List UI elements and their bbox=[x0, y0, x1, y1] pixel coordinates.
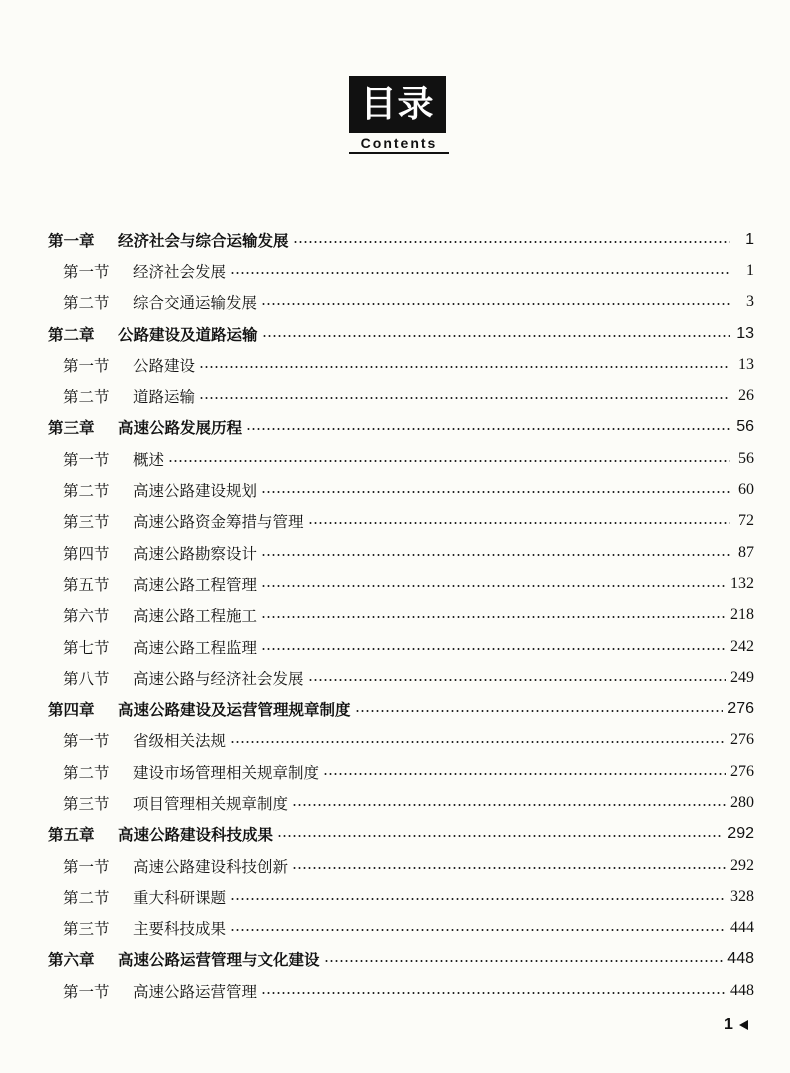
dot-leader bbox=[308, 672, 726, 684]
page-footer bbox=[724, 1016, 748, 1034]
subtitle-underline bbox=[349, 152, 449, 154]
toc-chapter-entry[interactable] bbox=[48, 224, 754, 255]
entry-page-number: 1 bbox=[746, 261, 754, 279]
entry-page-number: 72 bbox=[738, 512, 754, 530]
dot-leader bbox=[261, 578, 726, 590]
page-subtitle: Contents bbox=[360, 135, 438, 151]
entry-page-number: 280 bbox=[730, 793, 754, 811]
entry-label: 第一节 bbox=[63, 356, 110, 375]
table-of-contents bbox=[48, 224, 754, 1006]
toc-section-entry[interactable] bbox=[48, 568, 754, 599]
dot-leader bbox=[292, 797, 726, 809]
entry-label: 第二节 bbox=[63, 482, 110, 501]
dot-leader bbox=[277, 828, 723, 840]
entry-page-number: 448 bbox=[727, 950, 754, 968]
dot-leader bbox=[199, 359, 730, 371]
toc-section-entry[interactable] bbox=[48, 631, 754, 662]
entry-title: 高速公路运营管理与文化建设 bbox=[118, 951, 320, 970]
dot-leader bbox=[246, 421, 730, 433]
toc-section-entry[interactable] bbox=[48, 913, 754, 944]
entry-title: 高速公路工程监理 bbox=[133, 638, 258, 657]
entry-title: 经济社会与综合运输发展 bbox=[118, 231, 289, 250]
toc-section-entry[interactable] bbox=[48, 662, 754, 693]
toc-chapter-entry[interactable] bbox=[48, 944, 754, 975]
entry-title: 经济社会发展 bbox=[133, 262, 227, 281]
toc-section-entry[interactable] bbox=[48, 850, 754, 881]
entry-label: 第五章 bbox=[48, 826, 95, 845]
entry-label: 第一节 bbox=[63, 982, 110, 1001]
dot-leader bbox=[230, 265, 730, 277]
entry-title: 高速公路资金筹措与管理 bbox=[133, 513, 304, 532]
entry-page-number: 3 bbox=[746, 293, 754, 311]
toc-chapter-entry[interactable] bbox=[48, 819, 754, 850]
dot-leader bbox=[324, 953, 724, 965]
entry-page-number: 218 bbox=[730, 606, 754, 624]
dot-leader bbox=[168, 453, 730, 465]
entry-title: 道路运输 bbox=[133, 388, 196, 407]
entry-label: 第二节 bbox=[63, 388, 110, 407]
toc-chapter-entry[interactable] bbox=[48, 412, 754, 443]
left-arrow-icon bbox=[739, 1020, 748, 1030]
dot-leader bbox=[292, 860, 726, 872]
entry-title: 高速公路建设规划 bbox=[133, 482, 258, 501]
entry-label: 第七节 bbox=[63, 638, 110, 657]
toc-section-entry[interactable] bbox=[48, 287, 754, 318]
entry-label: 第五节 bbox=[63, 575, 110, 594]
dot-leader bbox=[355, 703, 724, 715]
entry-label: 第一节 bbox=[63, 450, 110, 469]
entry-label: 第三节 bbox=[63, 513, 110, 532]
dot-leader bbox=[230, 891, 726, 903]
entry-label: 第三节 bbox=[63, 794, 110, 813]
toc-section-entry[interactable] bbox=[48, 443, 754, 474]
entry-title: 高速公路工程管理 bbox=[133, 575, 258, 594]
dot-leader bbox=[293, 234, 730, 246]
toc-section-entry[interactable] bbox=[48, 600, 754, 631]
entry-page-number: 56 bbox=[738, 449, 754, 467]
dot-leader bbox=[323, 766, 726, 778]
entry-label: 第二节 bbox=[63, 888, 110, 907]
toc-chapter-entry[interactable] bbox=[48, 693, 754, 724]
dot-leader bbox=[230, 734, 726, 746]
entry-title: 公路建设及道路运输 bbox=[118, 325, 258, 344]
entry-page-number: 276 bbox=[730, 762, 754, 780]
toc-section-entry[interactable] bbox=[48, 787, 754, 818]
entry-label: 第三章 bbox=[48, 419, 95, 438]
entry-label: 第一章 bbox=[48, 231, 95, 250]
entry-page-number: 242 bbox=[730, 637, 754, 655]
entry-page-number: 26 bbox=[738, 387, 754, 405]
entry-title: 高速公路建设及运营管理规章制度 bbox=[118, 701, 351, 720]
entry-page-number: 56 bbox=[736, 418, 754, 436]
entry-title: 综合交通运输发展 bbox=[133, 294, 258, 313]
entry-page-number: 276 bbox=[727, 700, 754, 718]
entry-title: 项目管理相关规章制度 bbox=[133, 794, 289, 813]
entry-page-number: 448 bbox=[730, 981, 754, 999]
entry-page-number: 276 bbox=[730, 731, 754, 749]
dot-leader bbox=[261, 547, 730, 559]
entry-label: 第八节 bbox=[63, 669, 110, 688]
toc-header bbox=[349, 76, 449, 154]
entry-title: 高速公路勘察设计 bbox=[133, 544, 258, 563]
toc-section-entry[interactable] bbox=[48, 756, 754, 787]
entry-title: 公路建设 bbox=[133, 356, 196, 375]
entry-page-number: 60 bbox=[738, 481, 754, 499]
toc-section-entry[interactable] bbox=[48, 725, 754, 756]
entry-title: 高速公路运营管理 bbox=[133, 982, 258, 1001]
entry-label: 第六章 bbox=[48, 951, 95, 970]
dot-leader bbox=[261, 484, 730, 496]
toc-section-entry[interactable] bbox=[48, 474, 754, 505]
toc-section-entry[interactable] bbox=[48, 506, 754, 537]
toc-section-entry[interactable] bbox=[48, 349, 754, 380]
entry-label: 第三节 bbox=[63, 920, 110, 939]
entry-label: 第一节 bbox=[63, 262, 110, 281]
dot-leader bbox=[230, 922, 726, 934]
page-number: 1 bbox=[724, 1016, 733, 1033]
entry-title: 高速公路建设科技创新 bbox=[133, 857, 289, 876]
entry-page-number: 328 bbox=[730, 887, 754, 905]
entry-title: 高速公路建设科技成果 bbox=[118, 826, 274, 845]
dot-leader bbox=[261, 641, 726, 653]
entry-label: 第四节 bbox=[63, 544, 110, 563]
page-title: 目录 bbox=[349, 76, 446, 133]
entry-page-number: 292 bbox=[730, 856, 754, 874]
entry-page-number: 132 bbox=[730, 574, 754, 592]
toc-section-entry[interactable] bbox=[48, 380, 754, 411]
entry-label: 第六节 bbox=[63, 607, 110, 626]
entry-title: 省级相关法规 bbox=[133, 732, 227, 751]
dot-leader bbox=[308, 515, 730, 527]
dot-leader bbox=[262, 328, 730, 340]
dot-leader bbox=[261, 985, 726, 997]
entry-page-number: 292 bbox=[727, 825, 754, 843]
entry-title: 高速公路与经济社会发展 bbox=[133, 669, 304, 688]
entry-page-number: 1 bbox=[745, 230, 754, 248]
dot-leader bbox=[261, 296, 730, 308]
entry-page-number: 249 bbox=[730, 668, 754, 686]
toc-chapter-entry[interactable] bbox=[48, 318, 754, 349]
toc-section-entry[interactable] bbox=[48, 975, 754, 1006]
entry-label: 第四章 bbox=[48, 701, 95, 720]
entry-label: 第二章 bbox=[48, 325, 95, 344]
entry-label: 第二节 bbox=[63, 763, 110, 782]
dot-leader bbox=[199, 390, 730, 402]
entry-page-number: 444 bbox=[730, 919, 754, 937]
toc-section-entry[interactable] bbox=[48, 255, 754, 286]
entry-page-number: 87 bbox=[738, 543, 754, 561]
entry-title: 主要科技成果 bbox=[133, 920, 227, 939]
entry-title: 建设市场管理相关规章制度 bbox=[133, 763, 320, 782]
entry-label: 第一节 bbox=[63, 857, 110, 876]
entry-label: 第一节 bbox=[63, 732, 110, 751]
dot-leader bbox=[261, 609, 726, 621]
entry-title: 概述 bbox=[133, 450, 165, 469]
entry-page-number: 13 bbox=[736, 324, 754, 342]
entry-page-number: 13 bbox=[738, 355, 754, 373]
toc-section-entry[interactable] bbox=[48, 537, 754, 568]
toc-section-entry[interactable] bbox=[48, 881, 754, 912]
entry-label: 第二节 bbox=[63, 294, 110, 313]
entry-title: 重大科研课题 bbox=[133, 888, 227, 907]
entry-title: 高速公路工程施工 bbox=[133, 607, 258, 626]
entry-title: 高速公路发展历程 bbox=[118, 419, 243, 438]
